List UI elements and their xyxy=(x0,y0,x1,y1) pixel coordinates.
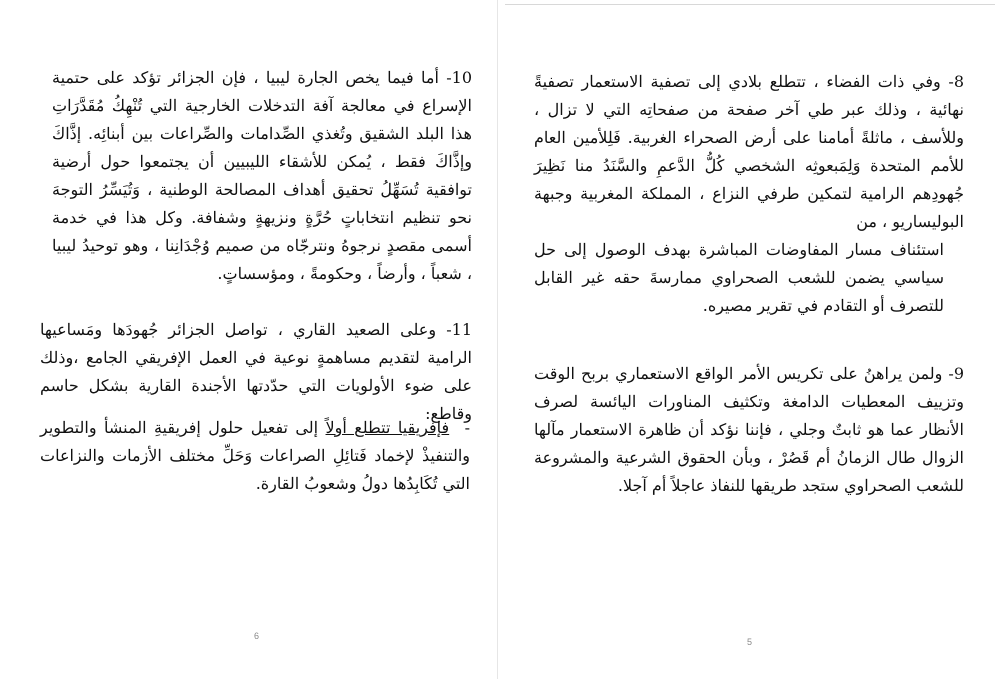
page-left xyxy=(0,0,497,679)
paragraph-8-continued xyxy=(534,236,944,320)
paragraph-11 xyxy=(40,316,472,428)
paragraph-text: استئناف مسار المفاوضات المباشرة بهدف الوصول إلى حل سياسي يضمن للشعب الصحراوي ممارسةَ حقه غير القابل للتصرف أو التقادم في تقرير مصيره. xyxy=(534,240,944,315)
paragraph-number: 10- xyxy=(446,68,472,87)
paragraph-9 xyxy=(534,360,964,500)
page-right xyxy=(498,0,995,679)
bullet-underlined-text: فإفريقيا تتطلع أولاً xyxy=(325,418,450,437)
paragraph-10 xyxy=(52,64,472,288)
paragraph-text: وعلى الصعيد القاري ، تواصل الجزائر جُهودَها ومَساعيها الرامية لتقديم مساهمةٍ نوعية في العمل الإفريقي الجامع ،وذلك على ضوء الأولويات التي حدّدتها الأجندة القارية بشكل حاسم وقاطع: xyxy=(40,320,472,423)
paragraph-number: 11- xyxy=(446,320,472,339)
top-rule xyxy=(505,4,995,5)
paragraph-text: وفي ذات الفضاء ، تتطلع بلادي إلى تصفية الاستعمار تصفيةً نهائية ، وذلك عبر طي آخر صفحة من صفحاتِه التي لا تزال ، وللأسف ، ماثلةً أمامنا على أرض الصحراء الغربية. فَلِلأمين العام للأمم المتحدة وَلِمَبعوثِه الشخصي كُلُّ الدَّعمِ والسَّنَدُ منا نَظِيرَ جُهودِهم الرامية لتمكين طرفي النزاع ، المملكة المغربية وجبهة البوليساريو ، من xyxy=(534,72,964,231)
page-number: 5 xyxy=(747,637,753,647)
paragraph-number: 9- xyxy=(948,364,964,383)
bullet-text: إلى تفعيل حلول إفريقيةِ المنشأ والتطوير والتنفيذْ لإخماد فَتائِلِ الصراعات وَحَلِّ مختلف الأزمات والنزاعات التي تُكَابِدُها دولُ وشعوبُ القارة. xyxy=(40,418,470,493)
page-number: 6 xyxy=(254,631,260,641)
paragraph-8 xyxy=(534,68,964,236)
paragraph-text: ولمن يراهنُ على تكريس الأمر الواقع الاستعماري بربح الوقت وتزييف المعطيات الدامغة وتكثيف المناورات اليائسة لصرف الأنظار عما هو ثابتٌ وجلي ، فإننا نؤكد أن ظاهرة الاستعمار مآلها الزوال طال الزمانُ أم قَصُرْ ، وبأن الحقوق الشرعية والمشروعة للشعب الصحراوي ستجد طريقها للنفاذ عاجلاً أم آجلا. xyxy=(534,364,965,495)
bullet-item xyxy=(40,414,470,498)
paragraph-number: 8- xyxy=(948,72,964,91)
bullet-marker: - xyxy=(464,418,470,437)
paragraph-text: أما فيما يخص الجارة ليبيا ، فإن الجزائر تؤكد على حتمية الإسراع في معالجة آفة التدخلات الخارجية التي تُنْهِكُ مُقَدَّرَاتِ هذا البلد الشقيق وتُغذي الصِّدامات والصِّراعات بين أبنائِه. إذَّاكَ وإذَّاكَ فقط ، يُمكن للأشقاء الليبيين أن يجتمعوا حول أرضية توافقية تُسَهِّلُ تحقيق أهداف المصالحة الوطنية ، وَتُيَسِّرُ التوجهَ نحو تنظيم انتخاباتٍ حُرَّةٍ ونزيهةٍ وشفافة. وكل هذا في خدمة أسمى مقصدٍ نرجوهُ ونترجّاه من صميم وُجْدَانِنا ، وهو توحيدُ ليبيا ، شعباً ، وأرضاً ، وحكومةً ، ومؤسساتٍ. xyxy=(52,68,472,283)
